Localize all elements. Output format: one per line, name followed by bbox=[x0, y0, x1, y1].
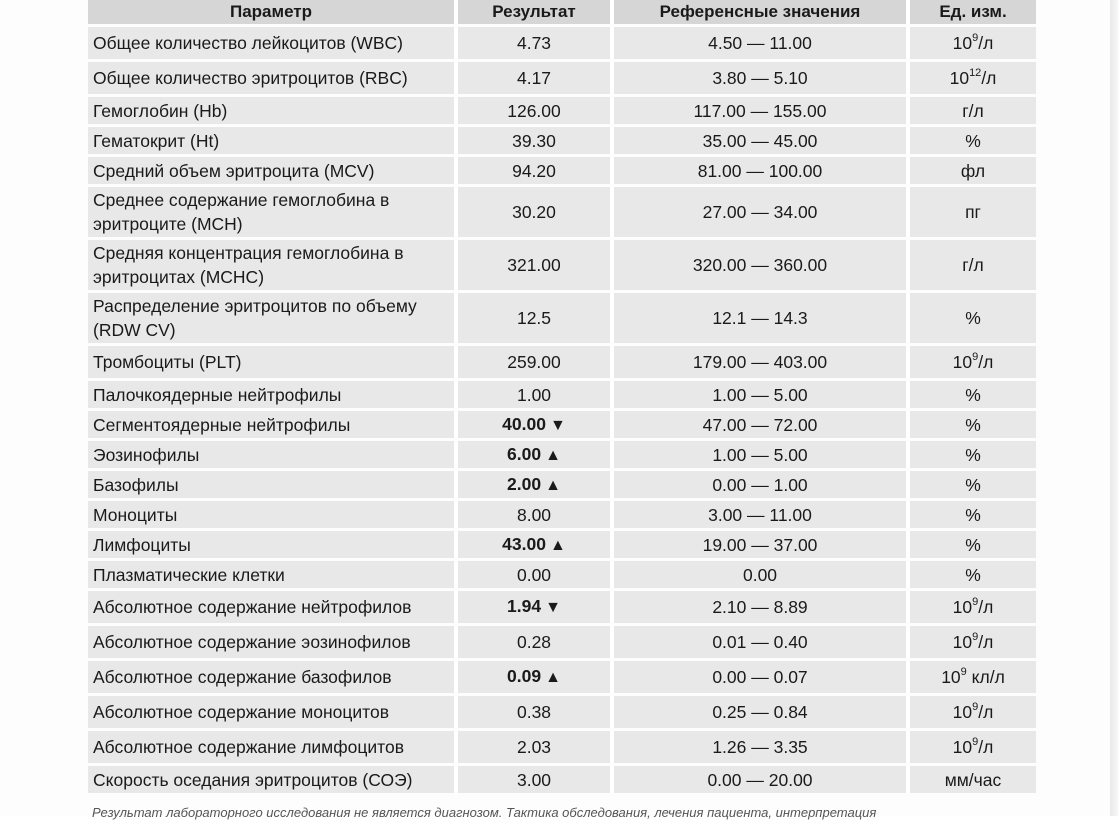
table-row bbox=[88, 240, 1036, 290]
reference-range: 47.00 — 72.00 bbox=[610, 411, 906, 438]
unit-base: пг bbox=[965, 202, 981, 222]
parameter-name: Абсолютное содержание нейтрофилов bbox=[88, 591, 454, 623]
header-reference: Референсные значения bbox=[610, 0, 906, 24]
result-value: 1.00 bbox=[516, 384, 552, 405]
result-cell bbox=[454, 127, 610, 154]
reference-range: 0.00 bbox=[610, 561, 906, 588]
unit-cell bbox=[906, 626, 1036, 658]
table-row bbox=[88, 157, 1036, 184]
unit-base: 10 bbox=[952, 737, 973, 757]
parameter-name: Абсолютное содержание лимфоцитов bbox=[88, 731, 454, 763]
result-cell bbox=[454, 187, 610, 237]
unit-cell bbox=[906, 27, 1036, 59]
unit-cell bbox=[906, 661, 1036, 693]
unit-base: % bbox=[965, 474, 981, 495]
table-header-row bbox=[88, 0, 1036, 24]
unit-cell bbox=[906, 531, 1036, 558]
result-value: 30.20 bbox=[512, 202, 556, 222]
result-value: 2.00 bbox=[507, 473, 542, 494]
parameter-name: Скорость оседания эритроцитов (СОЭ) bbox=[88, 766, 454, 793]
result-value: 40.00 bbox=[502, 413, 546, 434]
reference-range: 0.00 — 1.00 bbox=[610, 471, 906, 498]
reference-range: 81.00 — 100.00 bbox=[610, 157, 906, 184]
unit-suffix: /л bbox=[978, 33, 994, 53]
arrow-up-icon: ▲ bbox=[549, 536, 566, 554]
unit-suffix: /л bbox=[978, 597, 994, 617]
result-cell bbox=[454, 27, 610, 59]
parameter-name: Моноциты bbox=[88, 501, 454, 528]
result-value: 259.00 bbox=[507, 352, 561, 372]
page-edge bbox=[1110, 0, 1118, 816]
header-result: Результат bbox=[454, 0, 610, 24]
result-cell bbox=[454, 531, 610, 558]
table-row bbox=[88, 696, 1036, 728]
unit-exponent: 12 bbox=[969, 67, 982, 80]
reference-range: 0.00 — 20.00 bbox=[610, 766, 906, 793]
result-cell bbox=[454, 157, 610, 184]
arrow-down-icon: ▼ bbox=[545, 599, 561, 616]
table-row bbox=[88, 531, 1036, 558]
result-cell bbox=[454, 661, 610, 693]
unit-base: 10 bbox=[952, 702, 973, 722]
table-row bbox=[88, 187, 1036, 237]
parameter-name: Распределение эритроцитов по объему (RDW CV) bbox=[88, 293, 454, 343]
table-row bbox=[88, 293, 1036, 343]
reference-range: 1.00 — 5.00 bbox=[610, 381, 906, 408]
result-cell bbox=[454, 293, 610, 343]
unit-exponent: 9 bbox=[960, 666, 967, 679]
result-cell bbox=[454, 561, 610, 588]
result-value: 126.00 bbox=[507, 100, 561, 121]
table-row bbox=[88, 62, 1036, 94]
unit-base: 10 bbox=[952, 33, 973, 53]
unit-base: г/л bbox=[962, 100, 984, 121]
reference-range: 19.00 — 37.00 bbox=[610, 531, 906, 558]
table-row bbox=[88, 471, 1036, 498]
table-row bbox=[88, 561, 1036, 588]
reference-range: 12.1 — 14.3 bbox=[610, 293, 906, 343]
table-row bbox=[88, 766, 1036, 793]
header-unit: Ед. изм. bbox=[906, 0, 1036, 24]
arrow-down-icon: ▼ bbox=[549, 416, 566, 434]
unit-cell bbox=[906, 157, 1036, 184]
table-row bbox=[88, 381, 1036, 408]
unit-cell bbox=[906, 766, 1036, 793]
parameter-name: Палочкоядерные нейтрофилы bbox=[88, 381, 454, 408]
unit-suffix: /л bbox=[978, 702, 994, 722]
unit-cell bbox=[906, 441, 1036, 468]
unit-cell bbox=[906, 561, 1036, 588]
table-row bbox=[88, 591, 1036, 623]
unit-suffix: /л bbox=[978, 737, 994, 757]
unit-base: % bbox=[965, 308, 981, 328]
unit-base: г/л bbox=[962, 255, 984, 275]
result-value: 1.94 bbox=[507, 596, 542, 616]
unit-base: % bbox=[965, 534, 981, 555]
result-value: 0.00 bbox=[516, 564, 552, 585]
parameter-name: Тромбоциты (PLT) bbox=[88, 346, 454, 378]
parameter-name: Гематокрит (Ht) bbox=[88, 127, 454, 154]
table-row bbox=[88, 626, 1036, 658]
table-row bbox=[88, 501, 1036, 528]
unit-exponent: 9 bbox=[972, 736, 979, 749]
reference-range: 0.00 — 0.07 bbox=[610, 661, 906, 693]
unit-cell bbox=[906, 187, 1036, 237]
parameter-name: Лимфоциты bbox=[88, 531, 454, 558]
unit-cell bbox=[906, 127, 1036, 154]
unit-suffix: /л bbox=[981, 68, 997, 88]
unit-cell bbox=[906, 731, 1036, 763]
result-value: 321.00 bbox=[507, 255, 561, 275]
arrow-up-icon: ▲ bbox=[545, 669, 561, 686]
result-value: 4.17 bbox=[516, 68, 552, 88]
result-cell bbox=[454, 381, 610, 408]
result-cell bbox=[454, 240, 610, 290]
unit-base: % bbox=[965, 564, 981, 585]
result-cell bbox=[454, 411, 610, 438]
blood-test-table bbox=[88, 0, 1036, 796]
disclaimer-text: Результат лабораторного исследования не является диагнозом. Тактика обследования, лечения пациента, интерпретация bbox=[92, 805, 877, 820]
reference-range: 320.00 — 360.00 bbox=[610, 240, 906, 290]
reference-range: 179.00 — 403.00 bbox=[610, 346, 906, 378]
result-value: 2.03 bbox=[516, 737, 552, 757]
parameter-name: Абсолютное содержание моноцитов bbox=[88, 696, 454, 728]
unit-cell bbox=[906, 293, 1036, 343]
reference-range: 1.00 — 5.00 bbox=[610, 441, 906, 468]
parameter-name: Абсолютное содержание эозинофилов bbox=[88, 626, 454, 658]
reference-range: 117.00 — 155.00 bbox=[610, 97, 906, 124]
result-value: 43.00 bbox=[502, 533, 546, 554]
result-cell bbox=[454, 471, 610, 498]
result-value: 0.09 bbox=[507, 666, 542, 686]
unit-cell bbox=[906, 240, 1036, 290]
result-value: 94.20 bbox=[512, 160, 556, 181]
unit-cell bbox=[906, 501, 1036, 528]
unit-cell bbox=[906, 97, 1036, 124]
result-value: 39.30 bbox=[512, 130, 556, 151]
parameter-name: Средняя концентрация гемоглобина в эритроцитах (MCHC) bbox=[88, 240, 454, 290]
reference-range: 2.10 — 8.89 bbox=[610, 591, 906, 623]
unit-base: 10 bbox=[952, 597, 973, 617]
unit-cell bbox=[906, 346, 1036, 378]
result-cell bbox=[454, 766, 610, 793]
unit-base: 10 bbox=[952, 352, 973, 372]
unit-base: % bbox=[965, 444, 981, 465]
result-cell bbox=[454, 696, 610, 728]
table-row bbox=[88, 27, 1036, 59]
result-cell bbox=[454, 591, 610, 623]
parameter-name: Базофилы bbox=[88, 471, 454, 498]
result-cell bbox=[454, 62, 610, 94]
reference-range: 0.01 — 0.40 bbox=[610, 626, 906, 658]
table-row bbox=[88, 127, 1036, 154]
reference-range: 3.00 — 11.00 bbox=[610, 501, 906, 528]
unit-exponent: 9 bbox=[972, 351, 979, 364]
unit-exponent: 9 bbox=[972, 631, 979, 644]
unit-base: % bbox=[965, 384, 981, 405]
unit-base: % bbox=[965, 414, 981, 435]
table-row bbox=[88, 346, 1036, 378]
result-cell bbox=[454, 731, 610, 763]
header-parameter: Параметр bbox=[88, 0, 454, 24]
unit-cell bbox=[906, 471, 1036, 498]
reference-range: 35.00 — 45.00 bbox=[610, 127, 906, 154]
unit-suffix: /л bbox=[978, 352, 994, 372]
unit-base: 10 bbox=[949, 68, 970, 88]
parameter-name: Плазматические клетки bbox=[88, 561, 454, 588]
parameter-name: Гемоглобин (Hb) bbox=[88, 97, 454, 124]
parameter-name: Среднее содержание гемоглобина в эритроците (MCH) bbox=[88, 187, 454, 237]
unit-exponent: 9 bbox=[972, 32, 979, 45]
arrow-up-icon: ▲ bbox=[545, 446, 561, 464]
table-row bbox=[88, 441, 1036, 468]
result-value: 0.28 bbox=[516, 632, 552, 652]
unit-suffix: кл/л bbox=[966, 667, 1005, 687]
result-cell bbox=[454, 501, 610, 528]
parameter-name: Средний объем эритроцита (MCV) bbox=[88, 157, 454, 184]
unit-cell bbox=[906, 62, 1036, 94]
unit-cell bbox=[906, 411, 1036, 438]
parameter-name: Общее количество лейкоцитов (WBC) bbox=[88, 27, 454, 59]
reference-range: 1.26 — 3.35 bbox=[610, 731, 906, 763]
reference-range: 3.80 — 5.10 bbox=[610, 62, 906, 94]
table-row bbox=[88, 97, 1036, 124]
result-value: 6.00 bbox=[507, 443, 542, 464]
parameter-name: Общее количество эритроцитов (RBC) bbox=[88, 62, 454, 94]
unit-exponent: 9 bbox=[972, 596, 979, 609]
result-value: 12.5 bbox=[516, 308, 552, 328]
parameter-name: Эозинофилы bbox=[88, 441, 454, 468]
table-row bbox=[88, 411, 1036, 438]
reference-range: 4.50 — 11.00 bbox=[610, 27, 906, 59]
unit-cell bbox=[906, 696, 1036, 728]
reference-range: 27.00 — 34.00 bbox=[610, 187, 906, 237]
unit-base: мм/час bbox=[944, 769, 1002, 790]
parameter-name: Сегментоядерные нейтрофилы bbox=[88, 411, 454, 438]
unit-base: фл bbox=[960, 160, 986, 181]
result-cell bbox=[454, 346, 610, 378]
unit-cell bbox=[906, 381, 1036, 408]
table-row bbox=[88, 661, 1036, 693]
result-value: 0.38 bbox=[516, 702, 552, 722]
table-row bbox=[88, 731, 1036, 763]
unit-base: % bbox=[965, 504, 981, 525]
unit-cell bbox=[906, 591, 1036, 623]
unit-base: % bbox=[965, 130, 981, 151]
result-value: 8.00 bbox=[516, 504, 552, 525]
parameter-name: Абсолютное содержание базофилов bbox=[88, 661, 454, 693]
arrow-up-icon: ▲ bbox=[545, 476, 561, 494]
result-cell bbox=[454, 97, 610, 124]
result-value: 3.00 bbox=[516, 769, 552, 790]
result-cell bbox=[454, 441, 610, 468]
reference-range: 0.25 — 0.84 bbox=[610, 696, 906, 728]
unit-suffix: /л bbox=[978, 632, 994, 652]
unit-exponent: 9 bbox=[972, 701, 979, 714]
result-cell bbox=[454, 626, 610, 658]
unit-base: 10 bbox=[952, 632, 973, 652]
result-value: 4.73 bbox=[516, 33, 552, 53]
unit-base: 10 bbox=[941, 667, 961, 687]
